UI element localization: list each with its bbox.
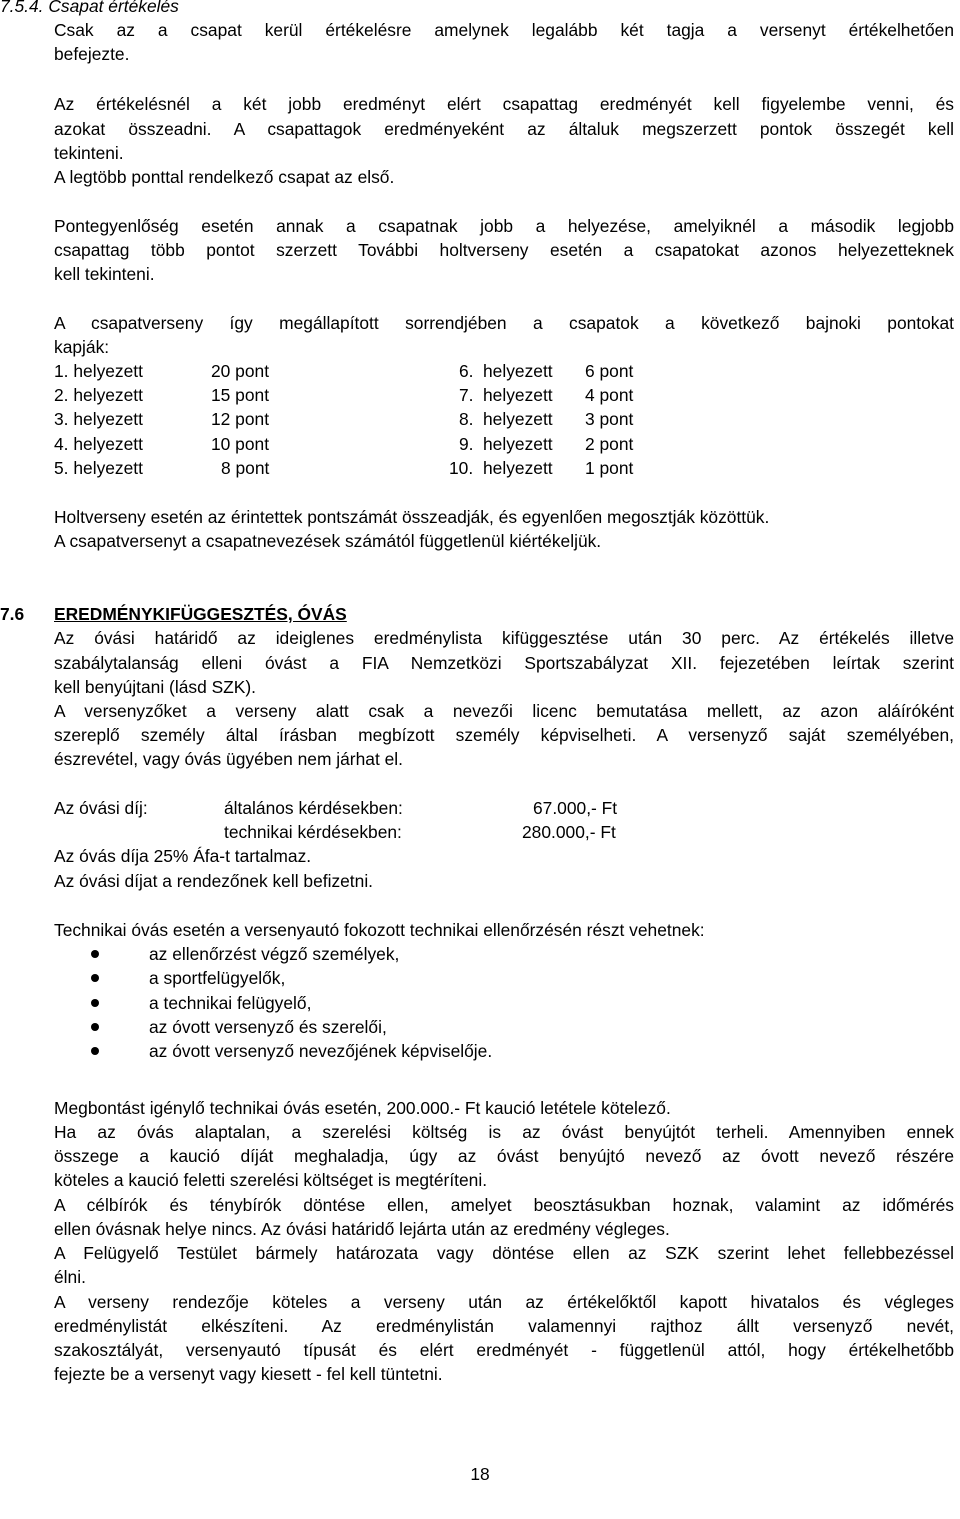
list-item: az óvott versenyző és szerelői, xyxy=(149,1017,387,1037)
list-item: az ellenőrzést végző személyek, xyxy=(149,944,400,964)
points-value: 10 pont xyxy=(211,434,270,454)
bullet-icon xyxy=(91,974,99,982)
points-row: 3. helyezett xyxy=(54,409,143,429)
section-754-p4-line1: A csapatverseny így megállapított sorrendjében a csapatok a következő bajnoki pontokat xyxy=(54,313,954,333)
points-label: helyezett xyxy=(483,434,553,454)
final-line9: A verseny rendezője köteles a verseny után az értékelőktől kapott hivatalos és végleges xyxy=(54,1292,954,1312)
fees-vat-note: Az óvás díja 25% Áfa-t tartalmaz. xyxy=(54,846,312,866)
technical-intro: Technikai óvás esetén a versenyautó fokozott technikai ellenőrzésén részt vehetnek: xyxy=(54,920,705,940)
bullet-icon xyxy=(91,1047,99,1055)
points-row: 2. helyezett xyxy=(54,385,143,405)
final-line7: A Felügyelő Testület bármely határozata vagy döntése ellen az SZK szerint lehet fellebbezéssel xyxy=(54,1243,954,1263)
section-754-p2-line2: azokat összeadni. A csapattagok eredményeként az általuk megszerzett pontok összegét kell xyxy=(54,119,954,139)
section-754-number: 7.5.4. xyxy=(0,0,44,16)
points-place: 10. xyxy=(449,458,474,478)
bullet-icon xyxy=(91,1023,99,1031)
section-76-p1-line6: észrevétel, vagy óvás ügyében nem járhat el. xyxy=(54,749,403,769)
list-item: a sportfelügyelők, xyxy=(149,968,286,988)
list-item: az óvott versenyző nevezőjének képviselője. xyxy=(149,1041,493,1061)
list-item: a technikai felügyelő, xyxy=(149,993,312,1013)
points-label: helyezett xyxy=(483,458,553,478)
fee-amount: 280.000,- Ft xyxy=(522,822,616,842)
bullet-icon xyxy=(91,999,99,1007)
section-754-p1-line1: Csak az a csapat kerül értékelésre amelynek legalább két tagja a versenyt értékelhetően xyxy=(54,20,954,40)
final-line12: fejezte be a versenyt vagy kiesett - fel kell tüntetni. xyxy=(54,1364,443,1384)
points-value: 12 pont xyxy=(211,409,270,429)
final-line6: ellen óvásnak helye nincs. Az óvási határidő lejárta után az eredmény végleges. xyxy=(54,1219,670,1239)
points-place: 8. xyxy=(459,409,474,429)
points-value: 4 pont xyxy=(585,385,634,405)
bullet-icon xyxy=(91,950,99,958)
points-value: 20 pont xyxy=(211,361,270,381)
final-line3: összege a kaució díját meghaladja, úgy az óvást benyújtó nevező az óvott nevező részére xyxy=(54,1146,954,1166)
points-value: 8 pont xyxy=(221,458,270,478)
final-line4: köteles a kaució feletti szerelési költséget is megtéríteni. xyxy=(54,1170,488,1190)
points-place: 6. xyxy=(459,361,474,381)
fees-pay-note: Az óvási díjat a rendezőnek kell befizetni. xyxy=(54,871,374,891)
final-line8: élni. xyxy=(54,1267,86,1287)
section-76-number: 7.6 xyxy=(0,604,25,624)
section-76-p1-line3: kell benyújtani (lásd SZK). xyxy=(54,677,257,697)
points-row: 4. helyezett xyxy=(54,434,143,454)
section-754-p3-line1: Pontegyenlőség esetén annak a csapatnak jobb a helyezése, amelyiknél a második legjobb xyxy=(54,216,954,236)
points-value: 6 pont xyxy=(585,361,634,381)
section-754-p2-line4: A legtöbb ponttal rendelkező csapat az első. xyxy=(54,167,395,187)
section-754-p5-line2: A csapatversenyt a csapatnevezések számától függetlenül kiértékeljük. xyxy=(54,531,602,551)
section-754-p4-line2: kapják: xyxy=(54,337,110,357)
points-value: 15 pont xyxy=(211,385,270,405)
section-754-title: Csapat értékelés xyxy=(48,0,179,16)
section-76-p1-line2: szabálytalanság elleni óvást a FIA Nemzetközi Sportszabályzat XII. fejezetében leírtak szerint xyxy=(54,653,954,673)
section-76-p1-line5: szereplő személy által írásban megbízott személy képviselheti. A versenyző saját személyében, xyxy=(54,725,954,745)
fees-label: Az óvási díj: xyxy=(54,798,148,818)
section-754-p2-line3: tekinteni. xyxy=(54,143,124,163)
fee-type: technikai kérdésekben: xyxy=(224,822,402,842)
final-line5: A célbírók és ténybírók döntése ellen, amelyet beosztásukban hoznak, valamint az időmérés xyxy=(54,1195,954,1215)
section-754-p1-line2: befejezte. xyxy=(54,44,130,64)
page-number: 18 xyxy=(470,1464,490,1484)
final-line11: szakosztályát, versenyautó típusát és elért eredményét - függetlenül attól, hogy értékelhetőbb xyxy=(54,1340,954,1360)
points-value: 3 pont xyxy=(585,409,634,429)
points-row: 5. helyezett xyxy=(54,458,143,478)
section-754-p3-line2: csapattag több pontot szerzett További holtverseny esetén a csapatokat azonos helyezetteknek xyxy=(54,240,954,260)
section-76-p1-line1: Az óvási határidő az ideiglenes eredménylista kifüggesztése után 30 perc. Az értékelés illetve xyxy=(54,628,954,648)
points-value: 1 pont xyxy=(585,458,634,478)
final-line10: eredménylistát elkészíteni. Az eredménylistán valamennyi rajthoz állt versenyző nevét, xyxy=(54,1316,954,1336)
final-line2: Ha az óvás alaptalan, a szerelési költség is az óvást benyújtót terheli. Amennyiben ennek xyxy=(54,1122,954,1142)
section-754-heading xyxy=(0,0,179,18)
points-label: helyezett xyxy=(483,385,553,405)
section-754-p5-line1: Holtverseny esetén az érintettek pontszámát összeadják, és egyenlően megosztják közöttük. xyxy=(54,507,770,527)
fee-amount: 67.000,- Ft xyxy=(533,798,618,818)
section-76-p1-line4: A versenyzőket a verseny alatt csak a nevezői licenc bemutatása mellett, az azon aláíróként xyxy=(54,701,954,721)
points-label: helyezett xyxy=(483,409,553,429)
final-line1: Megbontást igénylő technikai óvás esetén, 200.000.- Ft kaució letétele kötelező. xyxy=(54,1098,671,1118)
fee-type: általános kérdésekben: xyxy=(224,798,403,818)
points-label: helyezett xyxy=(483,361,553,381)
section-754-p2-line1: Az értékelésnél a két jobb eredményt elért csapattag eredményét kell figyelembe venni, és xyxy=(54,94,954,114)
section-76-title: EREDMÉNYKIFÜGGESZTÉS, ÓVÁS xyxy=(54,604,347,624)
points-value: 2 pont xyxy=(585,434,634,454)
points-row: 1. helyezett xyxy=(54,361,143,381)
points-place: 7. xyxy=(459,385,474,405)
points-place: 9. xyxy=(459,434,474,454)
section-754-p3-line3: kell tekinteni. xyxy=(54,264,155,284)
